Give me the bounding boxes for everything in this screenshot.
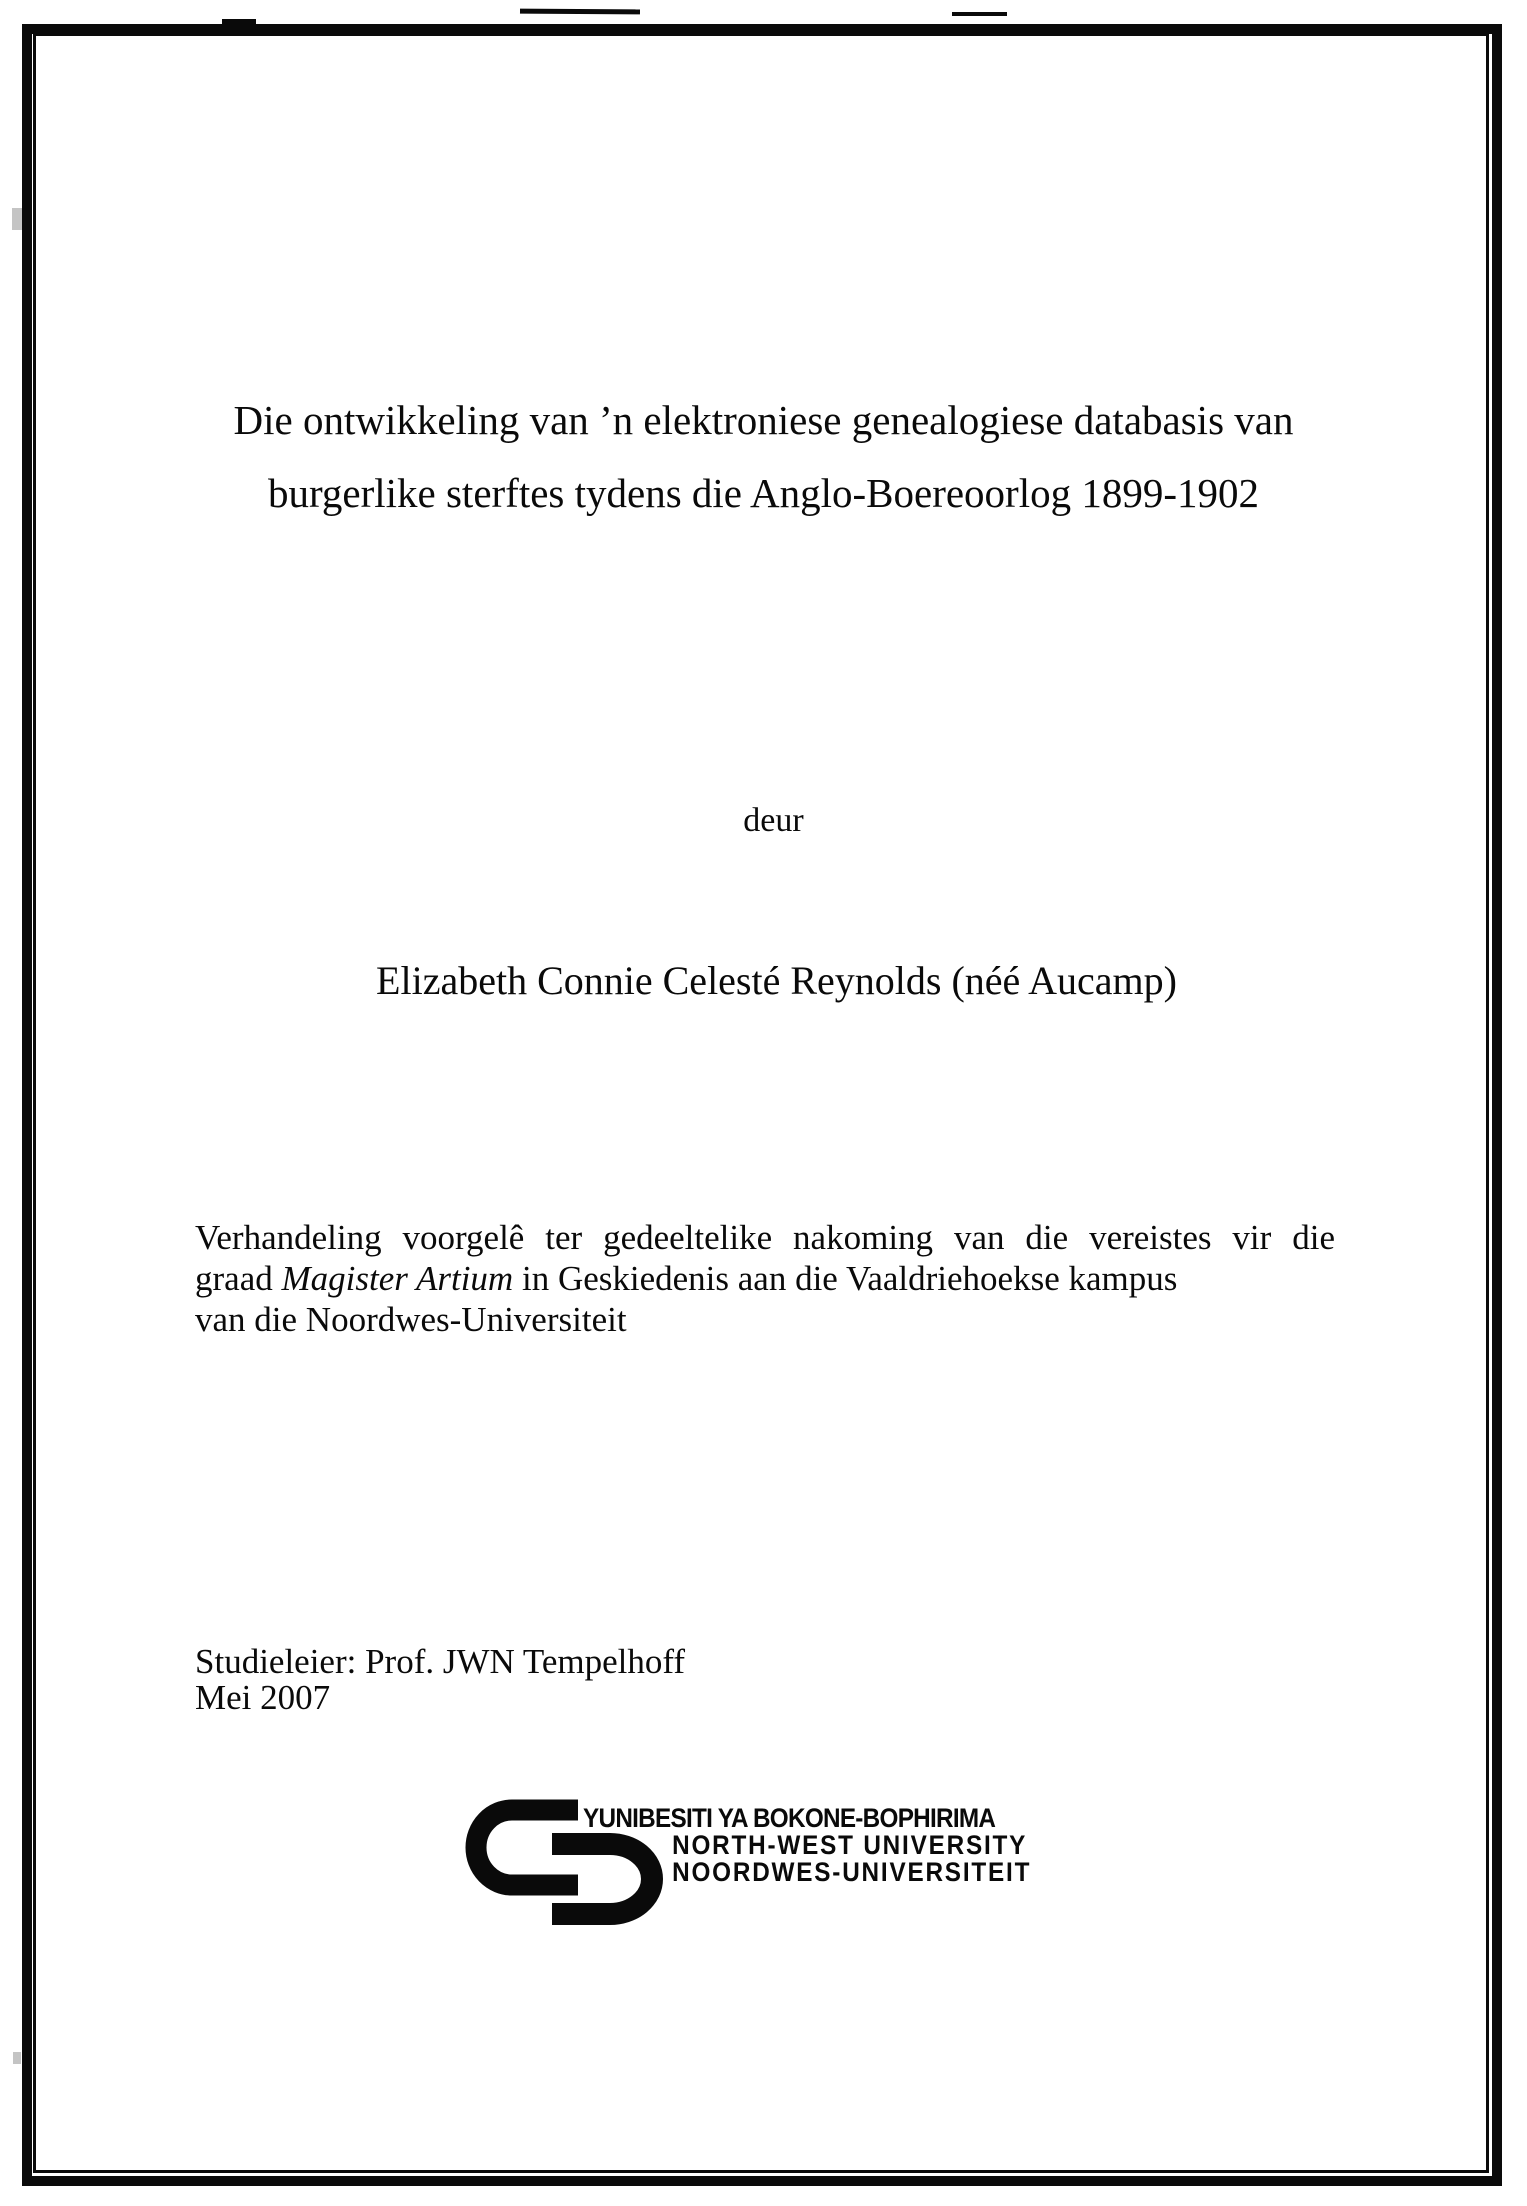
thesis-title-line-1: Die ontwikkeling van ’n elektroniese genealogiese databasis van [233, 397, 1294, 443]
scan-artifact [13, 2052, 21, 2064]
author-name: Elizabeth Connie Celesté Reynolds (néé Aucamp) [376, 958, 1177, 1003]
byline-label: deur [743, 802, 804, 839]
logo-text-line-3: NOORDWES-UNIVERSITEIT [672, 1857, 1032, 1887]
degree-line-2-post: in Geskiedenis aan die Vaaldriehoekse kampus [513, 1259, 1178, 1298]
degree-statement [195, 1217, 1335, 1340]
scan-artifact [222, 19, 256, 25]
university-logo-text [583, 1805, 1031, 1886]
supervisor-line: Studieleier: Prof. JWN Tempelhoff [195, 1642, 686, 1681]
logo-text-line-1: YUNIBESITI YA BOKONE-BOPHIRIMA [583, 1803, 996, 1833]
supervisor-block [195, 1644, 685, 1716]
date-line: Mei 2007 [195, 1678, 331, 1717]
thesis-title-line-2: burgerlike sterftes tydens die Anglo-Boereoorlog 1899-1902 [267, 470, 1259, 516]
degree-line-2-pre: graad [195, 1259, 282, 1298]
scan-artifact [520, 9, 640, 15]
degree-statement-line-1: Verhandeling voorgelê ter gedeeltelike nakoming van die vereistes vir die [195, 1218, 1335, 1257]
thesis-title [0, 384, 1527, 530]
degree-title-italic: Magister Artium [281, 1259, 514, 1298]
logo-text-line-2: NORTH-WEST UNIVERSITY [672, 1830, 1028, 1860]
degree-statement-line-3: van die Noordwes-Universiteit [195, 1300, 627, 1339]
degree-statement-line-2 [195, 1258, 1335, 1299]
scan-artifact [952, 12, 1007, 16]
scan-artifact [12, 208, 22, 230]
